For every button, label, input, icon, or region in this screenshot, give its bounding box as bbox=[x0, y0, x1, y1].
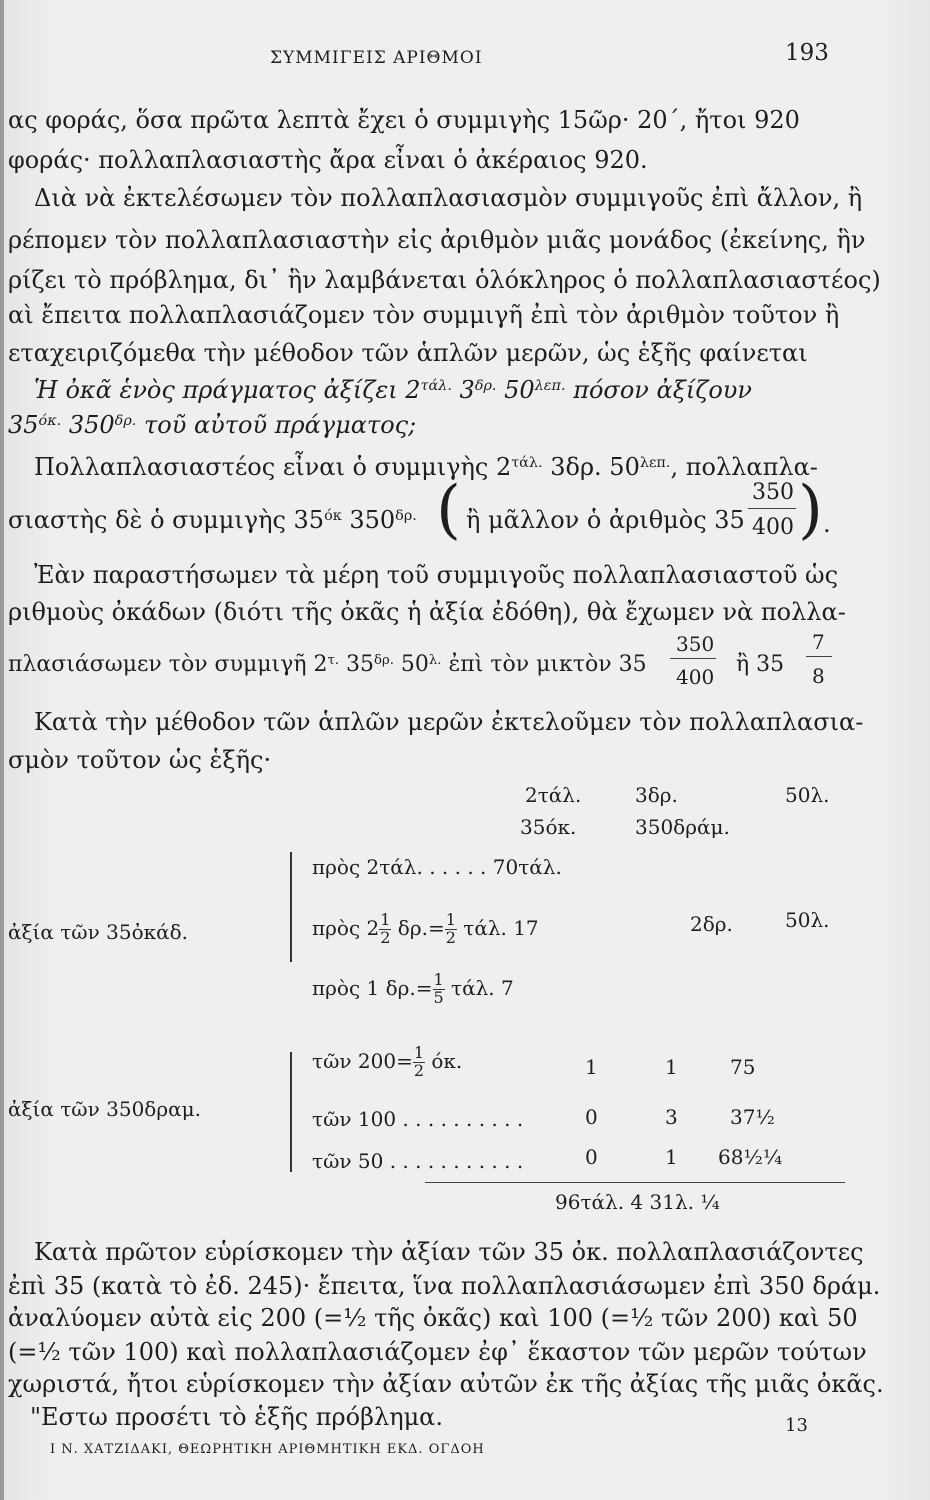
question-line2: $35^{ό\kappa.}$ $350^{\delta\rho.}$ τοῦ αὐτοῦ πράγματος; bbox=[8, 411, 417, 439]
para2-line: Διὰ νὰ ἐκτελέσωμεν τὸν πολλαπλασιασμὸν συμμιγοῦς ἐπὶ ἄλλον, ἢ bbox=[34, 184, 863, 212]
row4-val: 1 bbox=[585, 1055, 598, 1079]
para5-line: Κατὰ πρῶτον εὑρίσκομεν τὴν ἀξίαν τῶν 35 ὀκ. πολλαπλασιάζοντες bbox=[34, 1238, 864, 1266]
fraction-bar bbox=[806, 656, 832, 657]
para1-line1: ας φοράς, ὅσα πρῶτα λεπτὰ ἔχει ὁ συμμιγὴς 15ῶρ· 20΄, ἤτοι 920 bbox=[8, 106, 800, 134]
head-drachmae: 3δρ. bbox=[635, 783, 678, 807]
row4-val: 1 bbox=[665, 1055, 678, 1079]
frac-400-den: 400 bbox=[676, 665, 715, 689]
or-35: ἢ 35 bbox=[736, 652, 785, 677]
question-line1: Ἡ ὀκᾶ ἑνὸς πράγματος ἀξίζει $2^{\tau ά\lambda.}$ $3^{\delta\rho.}$ $50^{\lambda\varepsilon\pi.}$ πόσον ἀξίζουν bbox=[34, 376, 752, 404]
row2-drachmae: 2δρ. bbox=[690, 912, 733, 936]
paren-text: ἢ μᾶλλον ὁ ἀριθμὸς 35 bbox=[466, 506, 745, 534]
group1-label: ἀξία τῶν 35ὀκάδ. bbox=[8, 920, 189, 944]
fraction-bar bbox=[748, 508, 796, 509]
row-ton-50: τῶν 50 . . . . . . . . . . . bbox=[312, 1149, 524, 1173]
multiplicand-line2: σιαστὴς δὲ ὁ συμμιγὴς $35^{ό\kappa}$ $350^{\delta\rho.}$ bbox=[8, 506, 417, 534]
head-talanta: 2τάλ. bbox=[525, 783, 582, 807]
open-paren: ( bbox=[436, 473, 461, 547]
running-head: ΣΥΜΜΙΓΕΙΣ ΑΡΙΘΜΟΙ bbox=[270, 48, 483, 68]
para5-line: ἐπὶ 35 (κατὰ τὸ ἐδ. 245)· ἔπειτα, ἵνα πολλαπλασιάσωμεν ἐπὶ 350 δράμ. bbox=[8, 1272, 881, 1300]
head-350-dram: 350δράμ. bbox=[635, 815, 730, 839]
paren-frac-den: 400 bbox=[752, 515, 794, 540]
footer-imprint: Ι Ν. ΧΑΤΖΙΔΑΚΙ, ΘΕΩΡΗΤΙΚΗ ΑΡΙΘΜΗΤΙΚΗ ΕΚΔ. ΟΓΔΟΗ bbox=[50, 1442, 485, 1457]
row-ton-100: τῶν 100 . . . . . . . . . . bbox=[312, 1107, 524, 1131]
para3-line3: πλασιάσωμεν τὸν συμμιγῆ $2^{\tau.}$ $35^{\delta\rho.}$ $50^{\lambda.}$ ἐπὶ τὸν μικτὸν 35 bbox=[8, 652, 647, 677]
para5-line: χωριστά, ἤτοι εὑρίσκομεν τὴν ἀξίαν αὐτῶν ἐκ τῆς ἀξίας τῆς μιᾶς ὀκᾶς. bbox=[8, 1370, 884, 1398]
row-ton-200: τῶν 200= $\frac{1}{2}$ όκ. bbox=[312, 1043, 463, 1080]
row6-val: 68½¼ bbox=[718, 1145, 783, 1169]
para3-line2: ριθμοὺς ὀκάδων (διότι τῆς ὀκᾶς ἡ ἀξία ἐδόθη), θὰ ἔχωμεν νὰ πολλα- bbox=[8, 598, 846, 626]
brace-group1 bbox=[290, 852, 292, 962]
para5-line: "Εστω προσέτι τὸ ἑξῆς πρόβλημα. bbox=[30, 1403, 444, 1431]
page-binding-edge bbox=[0, 0, 4, 1500]
signature-mark: 13 bbox=[785, 1415, 808, 1436]
row-pros-2tal: πρὸς 2τάλ. . . . . . 70τάλ. bbox=[312, 855, 562, 879]
para4-line1: Κατὰ τὴν μέθοδον τῶν ἁπλῶν μερῶν ἐκτελοῦμεν τὸν πολλαπλασια- bbox=[34, 708, 864, 736]
total-row: 96τάλ. 4 31λ. ¼ bbox=[555, 1190, 720, 1214]
row5-val: 37½ bbox=[730, 1105, 775, 1129]
close-paren: ) bbox=[798, 473, 823, 547]
frac-8-den: 8 bbox=[812, 664, 825, 688]
paren-frac-num: 350 bbox=[752, 480, 794, 505]
frac-350-num: 350 bbox=[676, 632, 715, 656]
para2-line: ρέπομεν τὸν πολλαπλασιαστὴν εἰς ἀριθμὸν μιᾶς μονάδος (ἐκείνης, ἣν bbox=[8, 226, 866, 254]
para2-line: αὶ ἔπειτα πολλαπλασιάζομεν τὸν συμμιγῆ ἐπὶ τὸν ἀριθμὸν τοῦτον ἢ bbox=[8, 301, 840, 329]
row6-val: 1 bbox=[665, 1145, 678, 1169]
period: . bbox=[823, 510, 831, 538]
sum-rule bbox=[425, 1182, 845, 1183]
brace-group2 bbox=[290, 1052, 292, 1172]
fraction-bar bbox=[670, 658, 716, 659]
page-number: 193 bbox=[785, 40, 829, 66]
group2-label: ἀξία τῶν 350δραμ. bbox=[8, 1097, 201, 1121]
para2-line: εταχειριζόμεθα τὴν μέθοδον τῶν ἁπλῶν μερῶν, ὡς ἑξῆς φαίνεται bbox=[8, 339, 808, 367]
row5-val: 0 bbox=[585, 1105, 598, 1129]
para4-line2: σμὸν τοῦτον ὡς ἑξῆς· bbox=[8, 746, 272, 774]
para5-line: ἀναλύομεν αὐτὰ εἰς 200 (=½ τῆς ὀκᾶς) καὶ 100 (=½ τῶν 200) καὶ 50 bbox=[8, 1304, 858, 1332]
row6-val: 0 bbox=[585, 1145, 598, 1169]
para3-line1: Ἐὰν παραστήσωμεν τὰ μέρη τοῦ συμμιγοῦς πολλαπλασιαστοῦ ὡς bbox=[34, 561, 839, 589]
row5-val: 3 bbox=[665, 1105, 678, 1129]
para5-line: (=½ τῶν 100) καὶ πολλαπλασιάζομεν ἐφ᾿ ἕκαστον τῶν μερῶν τούτων bbox=[8, 1338, 867, 1366]
head-35-okades: 35όκ. bbox=[520, 815, 577, 839]
frac-7-num: 7 bbox=[812, 630, 825, 654]
row-pros-1dr: πρὸς 1 δρ.= $\frac{1}{5}$ τάλ. 7 bbox=[312, 970, 514, 1007]
para1-line2: φοράς· πολλαπλασιαστὴς ἄρα εἶναι ὁ ἀκέραιος 920. bbox=[8, 146, 648, 174]
para2-line: ρίζει τὸ πρόβλημα, δι᾿ ἣν λαμβάνεται ὁλόκληρος ὁ πολλαπλασιαστέος) bbox=[8, 266, 881, 294]
row2-lepta: 50λ. bbox=[785, 908, 830, 932]
row4-val: 75 bbox=[730, 1055, 756, 1079]
row-pros-2half: πρὸς 2 $\frac{1}{2}$ δρ.= $\frac{1}{2}$ τάλ. 17 bbox=[312, 910, 539, 947]
head-lepta: 50λ. bbox=[785, 783, 830, 807]
multiplicand-line1: Πολλαπλασιαστέος εἶναι ὁ συμμιγὴς $2^{\tau ά\lambda.}$ 3δρ. $50^{\lambda\varepsilon\pi.}$, πολλαπλα- bbox=[34, 453, 818, 481]
